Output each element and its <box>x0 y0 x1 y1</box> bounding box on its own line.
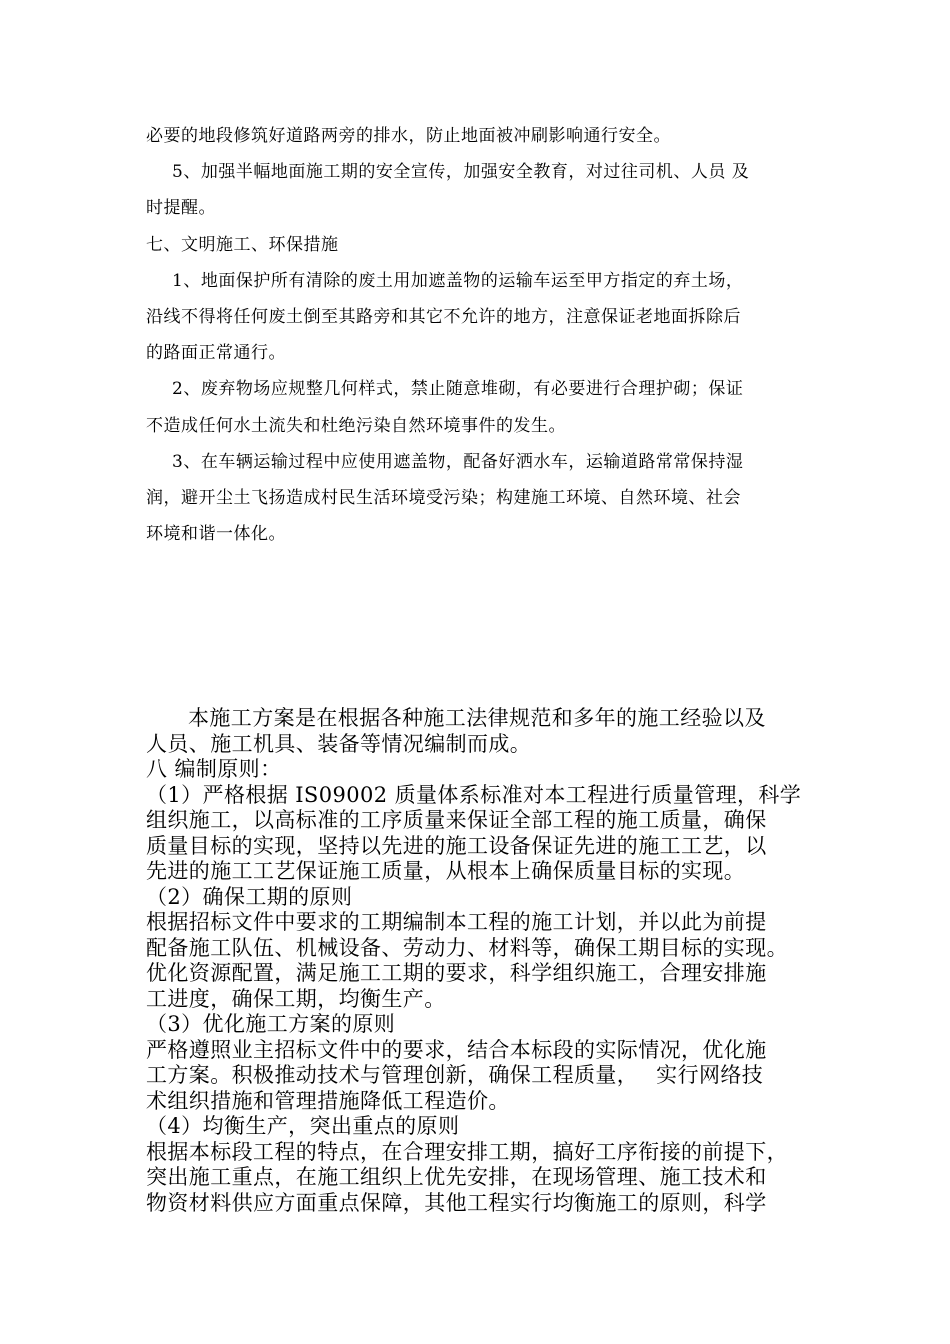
paragraph-line: 先进的施工工艺保证施工质量，从根本上确保质量目标的实现。 <box>146 859 746 883</box>
paragraph-line: 润，避开尘土飞扬造成村民生活环境受污染；构建施工环境、自然环境、社会 <box>146 488 741 509</box>
document-section-top <box>146 118 816 552</box>
paragraph-line: 3、在车辆运输过程中应使用遮盖物，配备好洒水车，运输道路常常保持湿 <box>172 451 744 472</box>
subsection-heading: （4）均衡生产，突出重点的原则 <box>146 1114 460 1138</box>
subsection-heading: （3）优化施工方案的原则 <box>146 1012 396 1036</box>
paragraph-line: 突出施工重点，在施工组织上优先安排，在现场管理、施工技术和 <box>146 1165 767 1189</box>
paragraph-line: 必要的地段修筑好道路两旁的排水，防止地面被冲刷影响通行安全。 <box>146 126 671 146</box>
paragraph-line: 根据本标段工程的特点，在合理安排工期，搞好工序衔接的前提下， <box>146 1139 788 1164</box>
paragraph-line: 严格遵照业主招标文件中的要求，结合本标段的实际情况，优化施 <box>146 1037 767 1062</box>
paragraph-line: 1、地面保护所有清除的废土用加遮盖物的运输车运至甲方指定的弃土场， <box>172 270 744 291</box>
paragraph-line: 工方案。积极推动技术与管理创新，确保工程质量， 实行网络技 <box>146 1063 764 1087</box>
paragraph-line: 质量目标的实现，坚持以先进的施工设备保证先进的施工工艺，以 <box>146 833 767 858</box>
paragraph-line: 工进度，确保工期，均衡生产。 <box>146 986 446 1011</box>
paragraph-line: 沿线不得将任何废土倒至其路旁和其它不允许的地方，注意保证老地面拆除后 <box>146 307 741 328</box>
paragraph-line: 优化资源配置，满足施工工期的要求，科学组织施工，合理安排施 <box>146 961 767 985</box>
paragraph-line: 环境和谐一体化。 <box>146 524 286 545</box>
paragraph-line: 2、废弃物场应规整几何样式，禁止随意堆砌，有必要进行合理护砌；保证 <box>172 379 744 400</box>
paragraph-line: 配备施工队伍、机械设备、劳动力、材料等，确保工期目标的实现。 <box>146 935 788 960</box>
paragraph-line: （1）严格根据 IS09002 质量体系标准对本工程进行质量管理，科学 <box>146 782 802 807</box>
document-section-bottom <box>146 706 826 1216</box>
paragraph-line: 时提醒。 <box>146 198 216 219</box>
paragraph-line: 组织施工，以高标准的工序质量来保证全部工程的施工质量，确保 <box>146 808 767 832</box>
paragraph-line: 根据招标文件中要求的工期编制本工程的施工计划，并以此为前提 <box>146 910 767 934</box>
section-heading: 八 编制原则： <box>146 757 282 781</box>
subsection-heading: （2）确保工期的原则 <box>146 884 353 909</box>
section-heading: 七、文明施工、环保措施 <box>146 234 339 255</box>
paragraph-line: 术组织措施和管理措施降低工程造价。 <box>146 1088 510 1113</box>
paragraph-line: 5、加强半幅地面施工期的安全宣传，加强安全教育，对过往司机、人员 及 <box>172 162 750 183</box>
paragraph-line: 本施工方案是在根据各种施工法律规范和多年的施工经验以及 <box>188 706 766 730</box>
paragraph-line: 物资材料供应方面重点保障，其他工程实行均衡施工的原则，科学 <box>146 1190 767 1215</box>
paragraph-line: 不造成任何水土流失和杜绝污染自然环境事件的发生。 <box>146 415 566 436</box>
paragraph-line: 的路面正常通行。 <box>146 343 286 364</box>
paragraph-line: 人员、施工机具、装备等情况编制而成。 <box>146 731 532 756</box>
